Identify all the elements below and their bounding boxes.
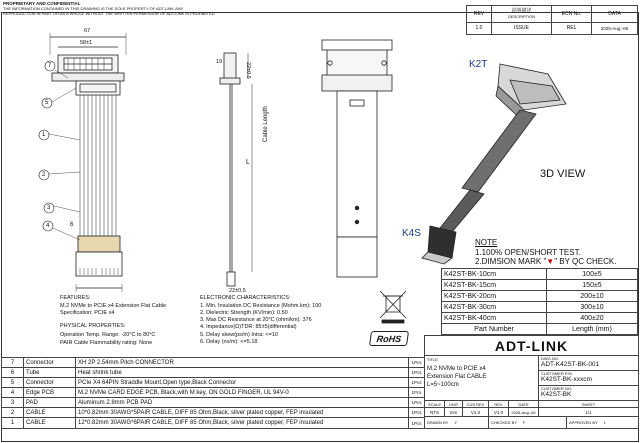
physical-line-2: PAIR Cable Flammability rating: None	[60, 340, 153, 346]
note-line-2: 2.DIMSION MARK "▼" BY QC CHECK.	[475, 257, 617, 266]
scale-value: NTS	[425, 408, 445, 417]
dim-side-height: 22±0.5	[245, 62, 251, 79]
callout-2: 2	[42, 172, 46, 178]
weee-mark	[380, 291, 406, 323]
dimension-mark-icon: ▼	[546, 257, 555, 266]
bom-part: Edge PCB	[24, 388, 76, 398]
date-header: DATE	[509, 401, 539, 408]
bom-no: 3	[2, 398, 24, 408]
dim-cable-length-letter: L	[246, 159, 250, 166]
title-line-2: Extension Flat CABLE	[427, 374, 487, 380]
checked-by-cell: CHECKED BY F	[489, 417, 567, 429]
length-value: 300±10	[547, 302, 638, 313]
sheet-header: SHEET	[539, 401, 639, 408]
dwg-no-cell: DWG.NO. ADT-K42ST-BK-001	[539, 356, 639, 371]
data-header: DATA	[592, 6, 638, 23]
date-value: 2025-Aug.-06	[592, 22, 638, 34]
note-line-1: 1.100% OPEN/SHORT TEST.	[475, 248, 581, 257]
electronic-line-2: 2. Dielectric Strength (KV/min): 0.50	[200, 310, 288, 316]
brand-logo: ADT-LINK	[425, 336, 639, 356]
dim-side-height-2: 19	[216, 59, 223, 65]
length-header-part: Part Number	[442, 324, 547, 335]
callout-7: 7	[48, 63, 52, 69]
callout-3: 3	[47, 205, 51, 211]
note-title: NOTE	[475, 238, 498, 247]
bom-qty: 1Pcs	[409, 368, 425, 378]
customer-pn: K42ST-BK-xxxcm	[541, 376, 592, 383]
dim-inner-width: 58±1	[80, 40, 93, 46]
label-k4s: K4S	[402, 228, 421, 239]
front-view	[49, 33, 126, 292]
title-block	[424, 335, 639, 429]
rev-value-tb: V1.0	[489, 408, 509, 417]
confidential-title: PROPRIETARY AND CONFIDENTIAL	[3, 1, 81, 6]
approved-by-cell: APPROVED BY L	[567, 417, 639, 429]
bom-part: CABLE	[24, 408, 76, 418]
length-part: K42ST-BK-30cm	[442, 302, 547, 313]
customer-no: K42ST-BK	[541, 391, 572, 398]
rev-value: 1.0	[467, 22, 492, 34]
physical-title: PHYSICAL PROPERTIES:	[60, 323, 126, 329]
bom-desc: XH 2P 2.54mm Pitch CONNECTOR	[76, 358, 409, 368]
length-value: 150±5	[547, 280, 638, 291]
dwg-no: ADT-K42ST-BK-001	[541, 361, 600, 368]
bom-qty: 1Pcs	[409, 408, 425, 418]
rear-view	[322, 40, 392, 277]
bom-desc: 12*0.82mm 30AWG*6PAIR CABLE, DIFF 85 Ohm,Black, silver plated copper, FEP insulated	[76, 418, 409, 429]
confidential-line-2: REPRODUCTION IN PART OR AS A WHOLE WITHOUT THE WRITTEN PERMISSION OF ADT-LINK IS PROHIBITED	[3, 11, 215, 16]
3d-view	[422, 64, 566, 264]
electronic-line-4: 4. Impedance(Ω)TDR: 85±5(differential)	[200, 324, 297, 330]
bom-no: 5	[2, 378, 24, 388]
length-header-length: Length (mm)	[547, 324, 638, 335]
length-part: K42ST-BK-15cm	[442, 280, 547, 291]
bom-part: Connector	[24, 358, 76, 368]
rev-header: REV	[467, 6, 492, 23]
rohs-badge: RoHS	[369, 331, 409, 346]
length-value: 100±5	[547, 269, 638, 280]
bom-desc: PCIe X4 64PIN Straddle Mount,Open type,Black Connector	[76, 378, 409, 388]
drawn-by: Y	[454, 420, 458, 425]
title-label: TITLE	[427, 357, 438, 362]
length-value: 200±10	[547, 291, 638, 302]
date-value-tb: 2025-Aug.-06	[509, 408, 539, 417]
description-value: ISSUE	[492, 22, 552, 34]
length-value: 400±20	[547, 313, 638, 324]
label-3d-view: 3D VIEW	[540, 168, 586, 180]
dim-top-width: 67	[84, 28, 91, 34]
approved-by: L	[603, 420, 606, 425]
callout-1: 1	[42, 132, 46, 138]
features-line-2: Specification: PCIE x4	[60, 310, 115, 316]
physical-line-1: Operation Temp. Range: -20°C to 80°C	[60, 332, 156, 338]
bom-table	[1, 357, 425, 429]
cus-rev-header: CUS.REV	[463, 401, 489, 408]
electronic-line-1: 1. Min. Insulation DC Resistance (Mohm.km): 100	[200, 303, 322, 309]
unit-header: UNIT	[445, 401, 463, 408]
length-part: K42ST-BK-10cm	[442, 269, 547, 280]
scale-header: SCALE	[425, 401, 445, 408]
dim-bottom-width: 22±0.5	[229, 288, 246, 294]
bom-part: PAD	[24, 398, 76, 408]
dim-cable-length: Cable Length	[263, 106, 269, 142]
label-k2t: K2T	[469, 59, 488, 70]
bom-no: 7	[2, 358, 24, 368]
bom-desc: Heat shrink tube	[76, 368, 409, 378]
bom-part: CABLE	[24, 418, 76, 429]
bom-qty: 1Pcs	[409, 418, 425, 429]
title-line-1: M.2 NVMe to PCIE x4	[427, 366, 486, 372]
ecn-header: ECN No.	[552, 6, 592, 23]
bom-no: 2	[2, 408, 24, 418]
side-view	[220, 53, 252, 286]
bom-no: 4	[2, 388, 24, 398]
cus-rev-value: V1.0	[463, 408, 489, 417]
bom-part: Connector	[24, 378, 76, 388]
bom-qty: 1Pcs	[409, 358, 425, 368]
electronic-title: ELECTRONIC CHARACTERISTICS:	[200, 295, 291, 301]
description-header: 说明描述 DESCRIPTION	[492, 6, 552, 23]
ecn-value: REL	[552, 22, 592, 34]
bom-part: Tube	[24, 368, 76, 378]
callout-4: 4	[46, 223, 50, 229]
bom-desc: Aluminum 2.8mm PCB PAD	[76, 398, 409, 408]
callout-6: 6	[70, 222, 74, 228]
customer-no-cell: CUSTOMER NO. K42ST-BK	[539, 386, 639, 401]
drawn-by-cell: DRAWN BY Y	[425, 417, 489, 429]
unit-value: mm	[445, 408, 463, 417]
electronic-line-6: 6. Delay (ns/m): <=5.18	[200, 339, 258, 345]
features-title: FEATURES:	[60, 295, 91, 301]
bom-desc: M.2 NVMe CARD EDGE PCB, Black,with M key, ON GOLD FINGER, UL 94V-0	[76, 388, 409, 398]
title-line-3: L=5~100cm	[427, 382, 459, 388]
sheet-value: 1/1	[539, 408, 639, 417]
length-part: K42ST-BK-40cm	[442, 313, 547, 324]
bom-qty: 1Pcs	[409, 398, 425, 408]
rev-header-tb: REV	[489, 401, 509, 408]
electronic-line-3: 3. Max DC Resistance at 20°C (ohm/km): 376	[200, 317, 312, 323]
bom-qty: 1Pcs	[409, 388, 425, 398]
customer-pn-cell: CUSTOMER P/N K42ST-BK-xxxcm	[539, 371, 639, 386]
confidential-line-1: THE INFORMATION CONTAINED IN THIS DRAWING IS THE SOLE PROPERTY OF ADT-LINK.ANY	[3, 6, 184, 11]
callout-5: 5	[45, 100, 49, 106]
features-line-1: M.2 NVMe to PCIE x4 Extension Flat Cable	[60, 303, 167, 309]
title-area	[425, 356, 539, 401]
bom-no: 1	[2, 418, 24, 429]
length-part: K42ST-BK-20cm	[442, 291, 547, 302]
electronic-line-5: 5. Delay skew(ps/m) Intra: <=10	[200, 332, 278, 338]
bom-no: 6	[2, 368, 24, 378]
length-table	[441, 268, 638, 335]
bom-desc: 10*0.82mm 30AWG*5PAIR CABLE, DIFF 85 Ohm,Black, silver plated copper, FEP insulated	[76, 408, 409, 418]
checked-by: F	[523, 420, 526, 425]
bom-qty: 1Pcs	[409, 378, 425, 388]
